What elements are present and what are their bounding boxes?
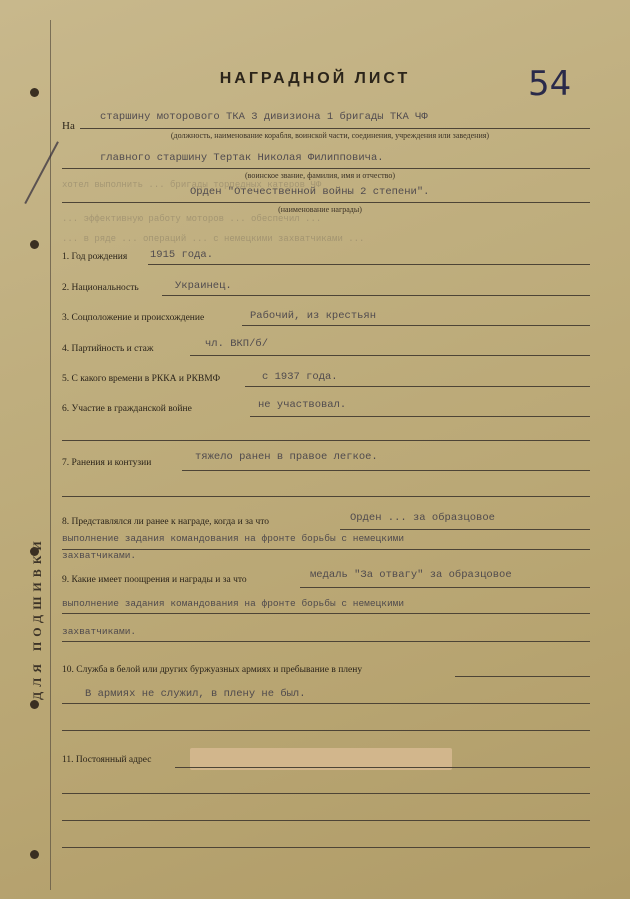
rule <box>62 202 590 203</box>
rule <box>62 703 590 704</box>
rule <box>340 529 590 530</box>
item-3-label: 3. Соцположение и происхождение <box>62 313 205 323</box>
rule <box>242 325 590 326</box>
item-5-label: 5. С какого времени в РККА и РКВМФ <box>62 374 221 384</box>
item-4-label: 4. Партийность и стаж <box>62 344 154 354</box>
binding-hole <box>30 850 39 859</box>
rule <box>80 128 590 129</box>
rule <box>455 676 590 677</box>
rule <box>62 820 590 821</box>
rule <box>62 440 590 441</box>
item-3-value: Рабочий, из крестьян <box>250 310 377 322</box>
award-caption: (наименование награды) <box>278 205 362 214</box>
item-4-value: чл. ВКП/б/ <box>205 338 269 350</box>
item-11-label: 11. Постоянный адрес <box>62 755 152 765</box>
item-10-value: В армиях не служил, в плену не был. <box>85 688 306 700</box>
rule <box>62 847 590 848</box>
item-1-value: 1915 года. <box>150 249 214 261</box>
rule <box>250 416 590 417</box>
recipient-name: главного старшину Тертак Николая Филипповича. <box>100 152 384 164</box>
item-6-label: 6. Участие в гражданской войне <box>62 404 192 414</box>
item-7-value: тяжело ранен в правое легкое. <box>195 451 378 463</box>
rule <box>190 355 590 356</box>
item-2-label: 2. Национальность <box>62 283 139 293</box>
rule <box>62 496 590 497</box>
rule <box>62 730 590 731</box>
to-label: На <box>62 120 75 132</box>
item-7-label: 7. Ранения и контузии <box>62 458 152 468</box>
item-8-label: 8. Представлялся ли ранее к награде, когда и за что <box>62 517 270 527</box>
rule <box>62 168 590 169</box>
item-2-value: Украинец. <box>175 280 232 292</box>
rule <box>245 386 590 387</box>
item-10-label: 10. Служба в белой или других буржуазных армиях и пребывание в плену <box>62 665 363 675</box>
item-9-value-2: выполнение задания командования на фронте борьбы с немецкими <box>62 598 405 609</box>
item-5-value: с 1937 года. <box>262 371 338 383</box>
name-caption: (воинское звание, фамилия, имя и отчество) <box>244 171 396 180</box>
rule <box>148 264 590 265</box>
item-9-value: медаль "За отвагу" за образцовое <box>310 569 512 581</box>
item-8-value-3: захватчиками. <box>62 550 137 561</box>
item-9-value-3: захватчиками. <box>62 626 137 637</box>
rule <box>162 295 590 296</box>
handwritten-page-number: 54 <box>528 64 572 104</box>
pen-tick-mark <box>24 141 67 208</box>
document-title: НАГРАДНОЙ ЛИСТ <box>219 70 411 87</box>
binding-hole <box>30 240 39 249</box>
item-9-label: 9. Какие имеет поощрения и награды и за что <box>62 575 247 585</box>
binding-hole <box>30 88 39 97</box>
unit-caption: (должность, наименование корабля, воинской части, соединения, учреждения или заведения) <box>170 131 490 140</box>
rule <box>62 613 590 614</box>
rule <box>182 470 590 471</box>
item-6-value: не участвовал. <box>258 399 347 411</box>
recipient-unit: старшину моторового ТКА 3 дивизиона 1 бригады ТКА ЧФ <box>100 111 428 123</box>
rule <box>300 587 590 588</box>
binding-hole <box>30 700 39 709</box>
rule <box>62 549 590 550</box>
rule <box>62 793 590 794</box>
item-8-value: Орден ... за образцовое <box>350 512 495 524</box>
award-name: Орден "Отечественной войны 2 степени". <box>190 186 430 198</box>
item-8-value-2: выполнение задания командования на фронте борьбы с немецкими <box>62 533 405 544</box>
rule <box>175 767 590 768</box>
item-1-label: 1. Год рождения <box>62 252 128 262</box>
rule <box>62 641 590 642</box>
award-sheet: ДЛЯ ПОДШИВКИ НАГРАДНОЙ ЛИСТ 54 На старшину моторового ТКА 3 дивизиона 1 бригады ТКА ЧФ (должность, наименование корабля, воинской части, соединения, учреждения или заведения) главного старшину Тертак Николая Филипповича. (воинское звание, фамилия, имя и отчество) хотел выполнить ... бригады торпедных катеров ЧФ Орден "Отечественной войны 2 степени". (наименование награды) ... эффективную работу моторов ... обеспечил ... ... в ряде ... операций ... с немецкими захватчиками ... 1. Год рождения 1915 года. 2. Национальность Украинец. 3. Соцположение и происхождение Рабочий, из крестьян 4. Партийность и стаж чл. ВКП/б/ 5. С какого времени в РККА и РКВМФ с 1937 года. 6. Участие в гражданской войне не участвовал. 7. Ранения и контузии тяжело ранен в правое легкое. 8. Представлялся ли ранее к награде, когда и за что Орден ... за образцовое выполнение задания командования на фронте борьбы с немецкими захватчиками. 9. Какие имеет поощрения и награды и за что медаль "За отвагу" за образцовое выполнение задания командования на фронте борьбы с немецкими захватчиками. 10. Служба в белой или других буржуазных армиях и пребывание в плену В армиях не служил, в плену не был. 11. Постоянный адрес <box>0 0 630 899</box>
side-binding-text: ДЛЯ ПОДШИВКИ <box>30 536 44 700</box>
